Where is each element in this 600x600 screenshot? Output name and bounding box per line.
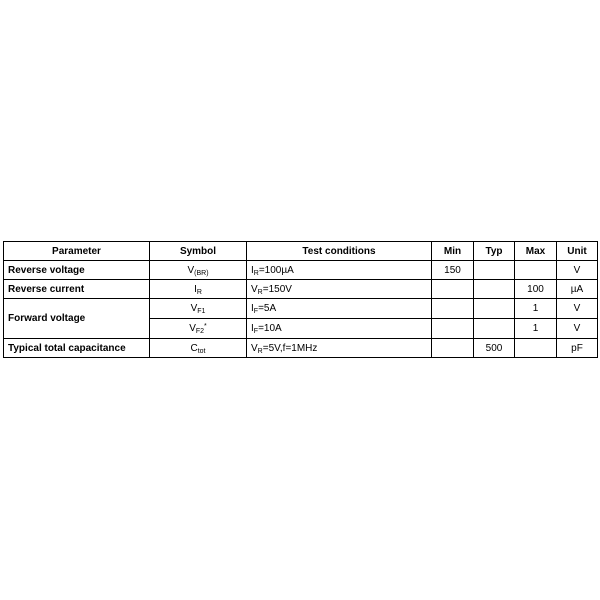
- condition-subscript: F: [253, 328, 259, 335]
- condition-value: =150V: [262, 283, 292, 295]
- symbol-main: I: [194, 283, 197, 295]
- unit-cell: pF: [557, 339, 598, 358]
- header-test-conditions: Test conditions: [247, 242, 432, 261]
- condition-variable: V: [251, 283, 258, 295]
- symbol-cell: [150, 299, 247, 319]
- typ-cell: [474, 280, 515, 299]
- condition-value: =5V,f=1MHz: [262, 342, 318, 354]
- symbol-cell: [150, 261, 247, 280]
- condition-variable: I: [251, 264, 254, 276]
- table-row: [4, 261, 598, 280]
- symbol-subscript: (BR): [194, 269, 209, 277]
- min-cell: 150: [432, 261, 474, 280]
- table-row: [4, 299, 598, 319]
- test-conditions-cell: [247, 339, 432, 358]
- max-cell: 1: [515, 319, 557, 339]
- condition-value: =5A: [258, 303, 277, 314]
- typ-cell: [474, 299, 515, 319]
- symbol-cell: [150, 319, 247, 339]
- condition-subscript: F: [253, 308, 259, 315]
- table-row: [4, 339, 598, 358]
- header-unit: Unit: [557, 242, 598, 261]
- symbol-subscript: F1: [197, 308, 206, 315]
- unit-cell: V: [557, 299, 598, 319]
- symbol-subscript: tot: [197, 347, 206, 355]
- parameter-cell: Reverse voltage: [4, 261, 150, 280]
- symbol-main: C: [190, 342, 198, 354]
- parameter-cell: Reverse current: [4, 280, 150, 299]
- symbol-main: V: [189, 323, 196, 334]
- condition-subscript: R: [257, 347, 263, 355]
- electrical-characteristics-table: [3, 241, 598, 358]
- header-symbol: Symbol: [150, 242, 247, 261]
- condition-variable: I: [251, 323, 254, 334]
- header-min: Min: [432, 242, 474, 261]
- min-cell: [432, 280, 474, 299]
- min-cell: [432, 299, 474, 319]
- table-row: [4, 280, 598, 299]
- max-cell: 1: [515, 299, 557, 319]
- condition-value: =100µA: [258, 264, 294, 276]
- max-cell: [515, 261, 557, 280]
- test-conditions-cell: [247, 319, 432, 339]
- symbol-main: V: [187, 264, 195, 276]
- typ-cell: [474, 319, 515, 339]
- parameter-cell: Typical total capacitance: [4, 339, 150, 358]
- condition-variable: V: [251, 342, 258, 354]
- condition-subscript: R: [253, 269, 259, 277]
- symbol-subscript: F2: [195, 328, 205, 335]
- symbol-cell: [150, 280, 247, 299]
- test-conditions-cell: [247, 261, 432, 280]
- symbol-asterisk: *: [204, 323, 207, 330]
- header-row: [4, 242, 598, 261]
- test-conditions-cell: [247, 299, 432, 319]
- unit-cell: V: [557, 319, 598, 339]
- parameter-cell: Forward voltage: [4, 299, 150, 339]
- unit-cell: V: [557, 261, 598, 280]
- typ-cell: 500: [474, 339, 515, 358]
- symbol-cell: [150, 339, 247, 358]
- symbol-subscript: R: [196, 288, 202, 296]
- test-conditions-cell: [247, 280, 432, 299]
- unit-cell: µA: [557, 280, 598, 299]
- min-cell: [432, 319, 474, 339]
- condition-subscript: R: [257, 288, 263, 296]
- header-max: Max: [515, 242, 557, 261]
- header-typ: Typ: [474, 242, 515, 261]
- header-parameter: Parameter: [4, 242, 150, 261]
- condition-value: =10A: [258, 323, 282, 334]
- symbol-main: V: [190, 303, 198, 314]
- min-cell: [432, 339, 474, 358]
- max-cell: 100: [515, 280, 557, 299]
- condition-variable: I: [251, 303, 254, 314]
- typ-cell: [474, 261, 515, 280]
- max-cell: [515, 339, 557, 358]
